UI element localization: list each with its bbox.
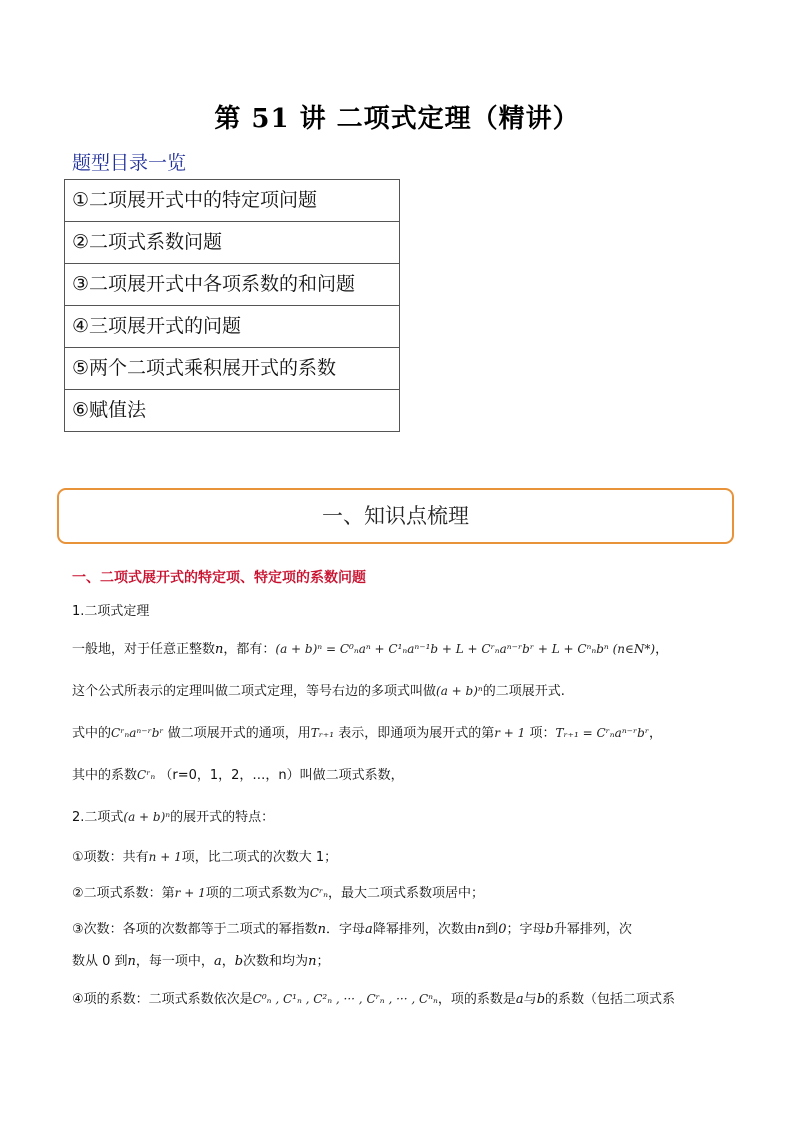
definition-line [72, 680, 565, 699]
text: 表示，即通项为展开式的第 [338, 726, 495, 741]
text: （r=0，1，2，…，n）叫做二项式系数， [159, 768, 404, 783]
text: 项的二项式系数为 [205, 886, 310, 901]
math: a [515, 992, 524, 1007]
text: ，都有： [223, 642, 276, 657]
math: (a + b)ⁿ [123, 810, 171, 824]
math: Cʳₙaⁿ⁻ʳbʳ [111, 726, 164, 740]
feature-1 [72, 846, 337, 865]
p1-title: 1.二项式定理 [72, 604, 150, 619]
math: C⁰ₙ , C¹ₙ , C²ₙ , ··· , Cʳₙ , ··· , Cⁿₙ [252, 992, 438, 1006]
text: 到 [485, 922, 499, 937]
feature-4 [72, 988, 675, 1007]
toc-item[interactable]: ③二项展开式中各项系数的和问题 [65, 264, 400, 306]
text: ②二项式系数：第 [72, 886, 175, 901]
toc-item[interactable]: ⑥赋值法 [65, 390, 400, 432]
toc-item[interactable]: ②二项式系数问题 [65, 222, 400, 264]
text: ，最大二项式系数项居中； [327, 886, 484, 901]
text: 的展开式的特点： [170, 810, 275, 825]
text: 其中的系数 [72, 768, 138, 783]
math: n [308, 954, 317, 969]
text: ③次数：各项的次数都等于二项式的幂指数 [72, 922, 318, 937]
text: 做二项展开式的通项，用 [167, 726, 311, 741]
text: ， [655, 642, 669, 657]
math: a [213, 954, 222, 969]
toc-heading: 题型目录一览 [72, 152, 187, 174]
feature-2 [72, 882, 484, 901]
math: b [234, 954, 244, 969]
coefficient-line [72, 764, 404, 783]
text: 次数和均为 [243, 954, 309, 969]
math: Tᵣ₊₁ [310, 726, 335, 740]
section-heading-box: 一、知识点梳理 [57, 488, 734, 544]
math: n [476, 922, 486, 937]
page-title: 第 51 讲 二项式定理（精讲） [214, 104, 580, 134]
math-n: n [215, 642, 224, 657]
section-subheading: 一、二项式展开式的特定项、特定项的系数问题 [72, 570, 366, 586]
math: n [317, 922, 327, 937]
feature-3-continued [72, 950, 329, 969]
text: 数从 0 到 [72, 954, 128, 969]
text: ，项的系数是 [437, 992, 516, 1007]
text: ．字母 [326, 922, 366, 937]
text: 降幂排列，次数由 [372, 922, 477, 937]
text: ， [221, 954, 235, 969]
math: Cʳₙ [137, 768, 156, 782]
toc-item[interactable]: ④三项展开式的问题 [65, 306, 400, 348]
general-term-line [72, 722, 662, 741]
toc-item[interactable]: ⑤两个二项式乘积展开式的系数 [65, 348, 400, 390]
math: r + 1 [494, 726, 526, 740]
text: 式中的 [72, 726, 112, 741]
feature-3 [72, 918, 632, 937]
text: 项，比二项式的次数大 1； [181, 850, 338, 865]
math: r + 1 [174, 886, 206, 900]
text: 一般地，对于任意正整数 [72, 642, 216, 657]
text: 的二项展开式. [482, 684, 565, 699]
theorem-line [72, 638, 668, 657]
text: 2.二项式 [72, 810, 124, 825]
text: 与 [523, 992, 537, 1007]
math: (a + b)ⁿ [436, 684, 483, 698]
text: 项： [529, 726, 556, 741]
math: n + 1 [148, 850, 182, 864]
text: ；字母 [506, 922, 546, 937]
math: 0 [498, 922, 507, 937]
text: 这个公式所表示的定理叫做二项式定理，等号右边的多项式叫做 [72, 684, 437, 699]
text: 升幂排列，次 [553, 922, 632, 937]
math: a [365, 922, 373, 937]
text: ， [649, 726, 663, 741]
text: 的系数（包括二项式系 [545, 992, 676, 1007]
toc-table [64, 179, 400, 432]
math: b [545, 922, 554, 937]
math: b [536, 992, 546, 1007]
features-title-line [72, 806, 274, 825]
text: ④项的系数：二项式系数依次是 [72, 992, 253, 1007]
math: Cʳₙ [309, 886, 328, 900]
paragraph-title [72, 600, 149, 619]
text: ，每一项中， [135, 954, 214, 969]
binomial-formula: (a + b)ⁿ = C⁰ₙaⁿ + C¹ₙaⁿ⁻¹b + L + Cʳₙaⁿ⁻ʳbʳ + L + Cⁿₙbⁿ (n∈N*) [275, 642, 656, 656]
text: ； [316, 954, 330, 969]
math: Tᵣ₊₁ = Cʳₙaⁿ⁻ʳbʳ [555, 726, 650, 740]
text: ①项数：共有 [72, 850, 149, 865]
math: n [127, 954, 136, 969]
toc-item[interactable]: ①二项展开式中的特定项问题 [65, 180, 400, 222]
